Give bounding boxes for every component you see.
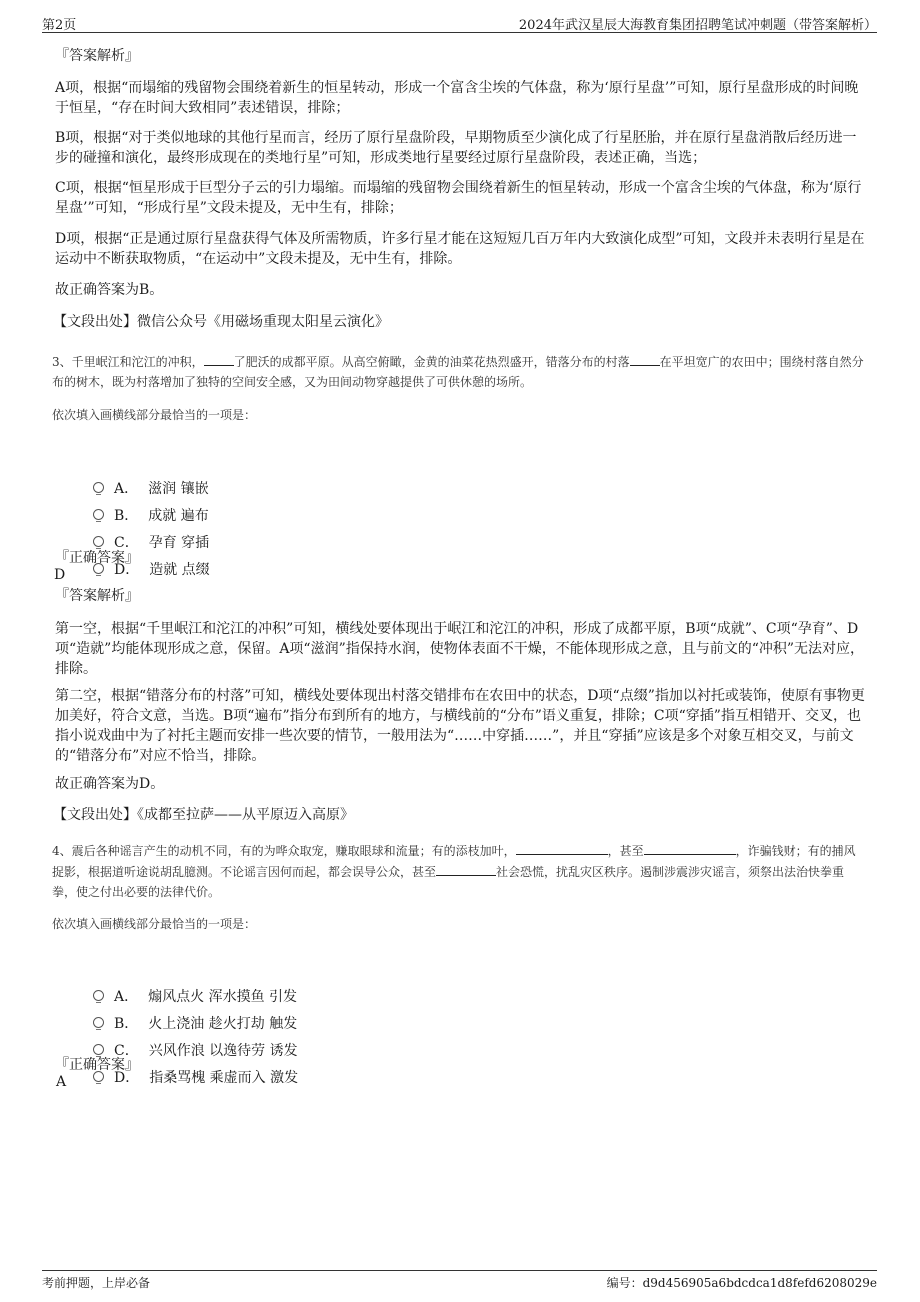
question-stem-text: 须祭出法治快拳重拳，使之付出必要的法律代价。	[52, 865, 845, 899]
footer-slogan: 考前押题，上岸必备	[42, 1276, 151, 1290]
option-letter: D．	[114, 1069, 140, 1086]
option-a[interactable]	[93, 474, 210, 501]
answer-blank	[436, 861, 496, 876]
source-citation: 【文段出处】《成都至拉萨——从平原迈入高原》	[53, 807, 354, 823]
question-stem-text: ，甚至	[607, 844, 644, 858]
option-text: 火上浇油 趁火打劫 触发	[148, 1015, 298, 1032]
option-text: 兴风作浪 以逸待劳 诱发	[148, 1042, 298, 1059]
option-text: 孕育 穿插	[148, 534, 210, 551]
conclusion-text: 故正确答案为D。	[55, 776, 165, 792]
correct-answer: D	[54, 567, 66, 583]
correct-answer: A	[56, 1074, 67, 1090]
answer-blank	[516, 840, 608, 855]
document-id: 编号：d9d456905a6bdcdca1d8fefd6208029e	[606, 1276, 877, 1290]
option-text: 指桑骂槐 乘虚而入 激发	[149, 1069, 299, 1086]
page-header	[42, 12, 877, 33]
option-letter: A．	[114, 480, 139, 497]
radio-button-icon[interactable]	[93, 1017, 104, 1028]
answer-analysis-heading: 『答案解析』	[55, 588, 139, 604]
option-letter: D．	[114, 561, 140, 578]
page-number: 第2页	[42, 18, 77, 33]
option-letter: A．	[114, 988, 139, 1005]
analysis-paragraph: 第二空，根据“错落分布的村落”可知，横线处要体现出村落交错排布在农田中的状态，D项“点缀”指加以衬托或装饰，使原有事物更加美好，符合文意，当选。B项“遍布”指分布到所有的地方，与横线前的“分布”语义重复，排除；C项“穿插”指互相错开、交叉，也指小说戏曲中为了衬托主题而安排一些次要的情节，一般用法为“……中穿插……”，并且“穿插”应该是多个对象互相交叉，与前文的“错落分布”对应不恰当，排除。	[55, 688, 865, 764]
radio-button-icon[interactable]	[93, 990, 104, 1001]
source-citation: 【文段出处】微信公众号《用磁场重现太阳星云演化》	[53, 314, 389, 330]
question-3-stem	[52, 351, 867, 392]
analysis-paragraph: A项，根据“而塌缩的残留物会围绕着新生的恒星转动，形成一个富含尘埃的气体盘，称为‘原行星盘’”可知，原行星盘形成的时间晚于恒星，“存在时间大致相同”表述错误，排除；	[55, 80, 859, 116]
option-letter: C．	[114, 534, 139, 551]
question-stem-text: 4、震后各种谣言产生的动机不同，有的为哗众取宠，赚取眼球和流量；有的添枝加叶，	[52, 844, 516, 858]
option-b[interactable]	[93, 501, 210, 528]
question-stem-text: 有的捕风捉影，根据道听途说胡乱臆测。不论谣言因何而起，都会误导公众，甚至	[52, 844, 856, 879]
answer-blank	[204, 351, 234, 366]
option-b[interactable]	[93, 1009, 298, 1036]
option-letter: C．	[114, 1042, 139, 1059]
question-stem-text: 了肥沃的成都平原。从高空俯瞰，金黄的油菜花热烈盛开，错落分布的村落	[233, 355, 630, 369]
correct-answer-heading: 『正确答案』	[55, 1057, 139, 1073]
question-4-stem	[52, 840, 867, 902]
option-letter: B．	[114, 507, 139, 524]
option-text: 滋润 镶嵌	[148, 480, 209, 497]
question-stem-text: 在平坦宽广的农田中；围绕村落自然分布的树木，既为村落增加了独特的空间安全感，又为田间动物穿越提供了可供休憩的场所。	[52, 355, 864, 389]
question-stem-text: ，诈骗钱财；	[735, 844, 808, 858]
radio-button-icon[interactable]	[93, 536, 104, 547]
option-letter: B．	[114, 1015, 139, 1032]
answer-blank	[644, 840, 736, 855]
option-a[interactable]	[93, 982, 298, 1009]
analysis-paragraph: 第一空，根据“千里岷江和沱江的冲积”可知，横线处要体现出于岷江和沱江的冲积，形成了成都平原，B项“成就”、C项“孕育”、D项“造就”均能体现形成之意，保留。A项“滋润”指保持水润，使物体表面不干燥，不能体现形成之意，且与前文的“冲积”无法对应，排除。	[55, 621, 865, 677]
page-footer	[42, 1270, 877, 1291]
radio-button-icon[interactable]	[93, 509, 104, 520]
question-instruction: 依次填入画横线部分最恰当的一项是：	[52, 917, 257, 931]
radio-button-icon[interactable]	[93, 1044, 104, 1055]
option-text: 造就 点缀	[149, 561, 210, 578]
document-title: 2024年武汉星辰大海教育集团招聘笔试冲刺题（带答案解析）	[518, 18, 877, 33]
correct-answer-heading: 『正确答案』	[55, 550, 139, 566]
radio-button-icon[interactable]	[93, 482, 104, 493]
question-instruction: 依次填入画横线部分最恰当的一项是：	[52, 408, 257, 422]
question-stem-text: 3、千里岷江和沱江的冲积，	[52, 355, 204, 369]
answer-analysis-heading: 『答案解析』	[55, 48, 139, 64]
analysis-paragraph: D项，根据“正是通过原行星盘获得气体及所需物质，许多行星才能在这短短几百万年内大致演化成型”可知，文段并未表明行星是在运动中不断获取物质，“在运动中”文段未提及，无中生有，排除。	[55, 231, 865, 267]
option-text: 成就 遍布	[148, 507, 209, 524]
question-stem-text: 社会恐慌，扰乱灾区秩序。遏制涉震涉灾谣言，	[496, 865, 749, 879]
conclusion-text: 故正确答案为B。	[55, 282, 164, 298]
analysis-paragraph: C项，根据“恒星形成于巨型分子云的引力塌缩。而塌缩的残留物会围绕着新生的恒星转动，形成一个富含尘埃的气体盘，称为‘原行星盘’”可知，“形成行星”文段未提及，无中生有，排除；	[55, 180, 862, 216]
analysis-paragraph: B项，根据“对于类似地球的其他行星而言，经历了原行星盘阶段，早期物质至少演化成了行星胚胎，并在原行星盘消散后经历进一步的碰撞和演化，最终形成现在的类地行星”可知，形成类地行星要经过原行星盘阶段，表述正确，当选；	[55, 130, 857, 166]
option-text: 煽风点火 浑水摸鱼 引发	[148, 988, 298, 1005]
answer-blank	[630, 351, 660, 366]
